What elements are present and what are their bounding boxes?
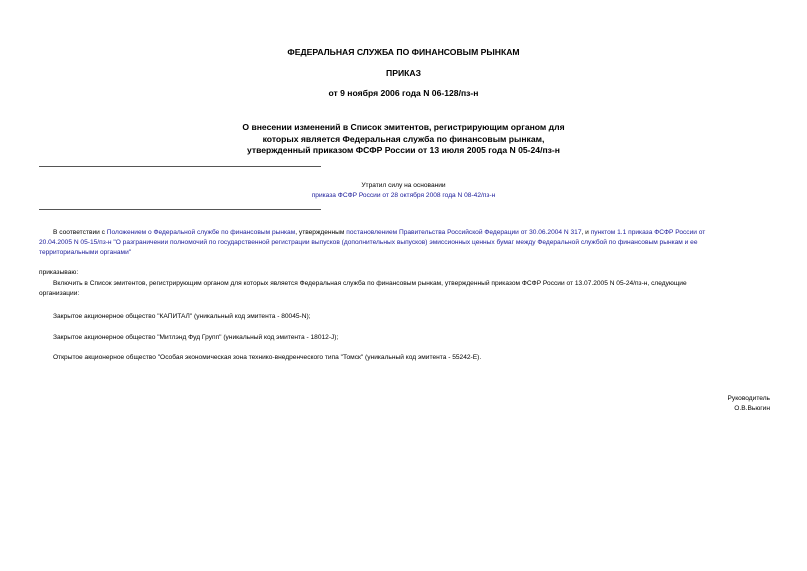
preamble-line-3	[39, 248, 772, 258]
preamble-text: В соответствии с	[53, 229, 107, 236]
order-paragraph	[39, 279, 772, 299]
preamble-text: , утвержденным	[295, 229, 347, 236]
document-type: ПРИКАЗ	[386, 68, 421, 78]
preamble-paragraph	[39, 228, 772, 258]
order-line-1: Включить в Список эмитентов, регистрирующим органом для которых является Федеральная служба по финансовым рынкам, утвержденный приказом ФСФР России от 13.07.2005 N 05-24/пз-н, следующие	[53, 280, 687, 287]
preamble-line-2	[39, 238, 772, 248]
signatory-position: Руководитель	[727, 395, 770, 402]
repeal-order-link[interactable]: приказа ФСФР России от 28 октября 2008 года N 08-42/пз-н	[311, 192, 496, 199]
document-title	[0, 122, 807, 157]
validity-note: Утратил силу на основании	[361, 182, 446, 189]
preamble-line-1	[39, 228, 772, 238]
preamble-text: , и	[581, 229, 591, 236]
order-line-2: организации:	[39, 290, 80, 297]
title-line: которых является Федеральная служба по финансовым рынкам,	[262, 133, 545, 144]
list-item: Закрытое акционерное общество "КАПИТАЛ" (уникальный код эмитента - 80045-N);	[53, 313, 311, 320]
divider-top	[39, 166, 321, 167]
validity-link-row	[0, 191, 807, 200]
document-date: от 9 ноября 2006 года N 06-128/пз-н	[328, 88, 479, 98]
order-word: приказываю:	[39, 269, 79, 276]
fsfr-order-link-end[interactable]: территориальными органами"	[39, 249, 132, 256]
signatory-name: О.В.Вьюгин	[734, 405, 770, 412]
title-line: О внесении изменений в Список эмитентов, регистрирующим органом для	[242, 122, 565, 132]
regulation-link[interactable]: Положением о Федеральной службе по финансовым рынкам	[106, 229, 296, 236]
divider-bottom	[39, 209, 321, 210]
government-resolution-link[interactable]: постановлением Правительства Российской Федерации от 30.06.2004 N 317	[346, 229, 582, 236]
list-item: Закрытое акционерное общество "Митлэнд Фуд Групп" (уникальный код эмитента - 18012-J);	[53, 334, 339, 341]
fsfr-order-link-cont[interactable]: 20.04.2005 N 05-15/пз-н "О разграничении полномочий по государственной регистрации выпусков (дополнительных выпусков) эмиссионных ценных бумаг между Федеральной службой по финансовым рынкам и ее	[39, 239, 698, 246]
title-line: утвержденный приказом ФСФР России от 13 июля 2005 года N 05-24/пз-н	[247, 145, 560, 155]
fsfr-order-link[interactable]: пунктом 1.1 приказа ФСФР России от	[590, 229, 706, 236]
list-item: Открытое акционерное общество "Особая экономическая зона технико-внедренческого типа "Томск" (уникальный код эмитента - 55242-Е).	[53, 354, 482, 361]
agency-name: ФЕДЕРАЛЬНАЯ СЛУЖБА ПО ФИНАНСОВЫМ РЫНКАМ	[287, 47, 520, 57]
